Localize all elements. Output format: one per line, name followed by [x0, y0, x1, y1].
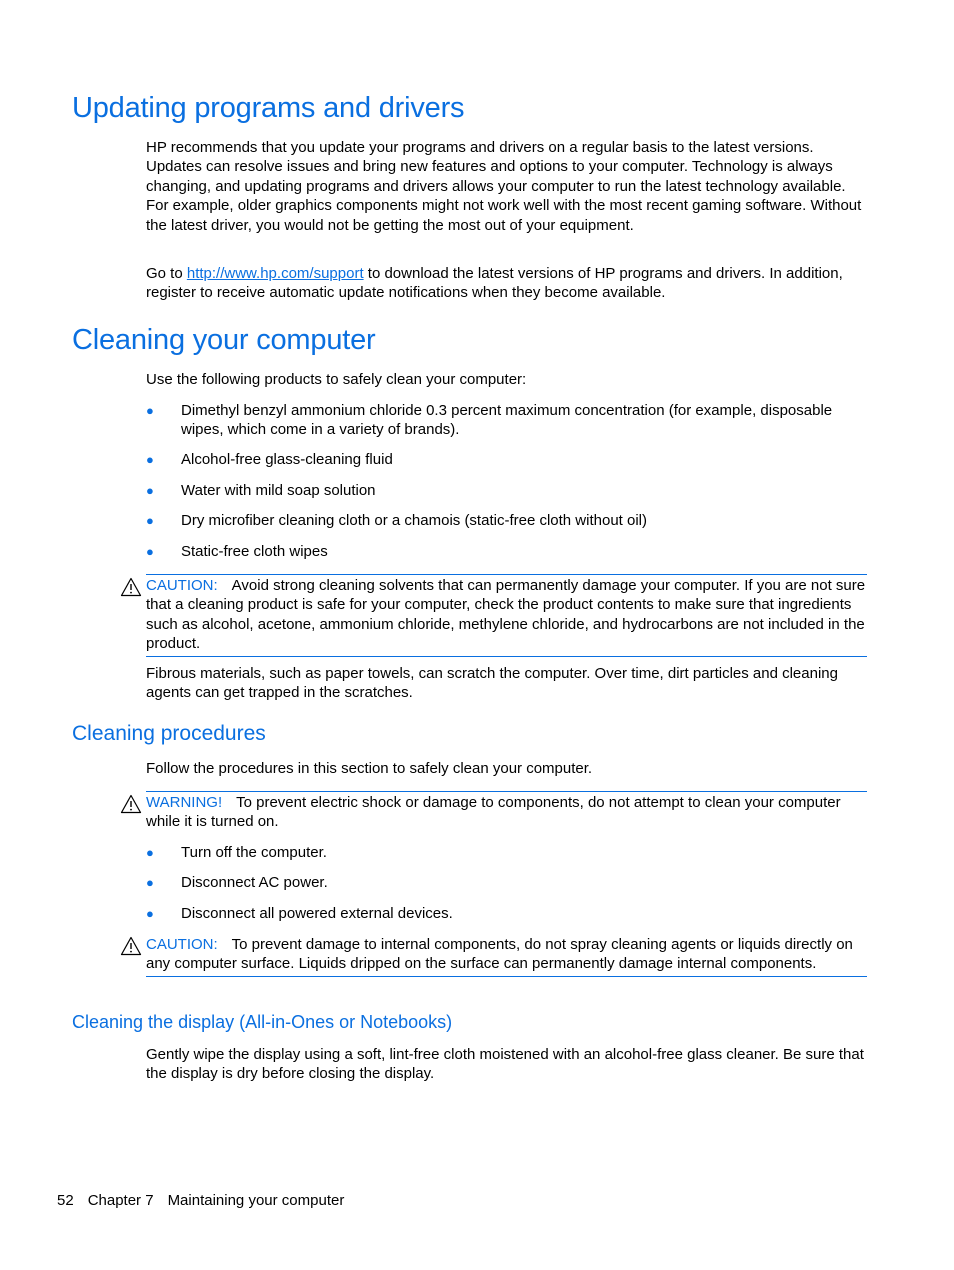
bullet-dot-icon: ●	[146, 403, 154, 418]
warning-label: WARNING!	[146, 794, 223, 811]
caution-notice-spray	[146, 934, 867, 977]
bullet-dot-icon: ●	[146, 513, 154, 528]
list-item	[146, 904, 846, 923]
list-item-text: Static-free cloth wipes	[181, 543, 328, 560]
page-number: 52	[57, 1192, 74, 1209]
list-item	[146, 843, 846, 862]
caution-label: CAUTION:	[146, 936, 218, 953]
caution-text: Avoid strong cleaning solvents that can permanently damage your computer. If you are not sure that a cleaning product is safe for your computer, check the product contents to make sure that ingredients such as alcohol, acetone, ammonium chloride, methylene chloride, and hydrocarbons are not included in the product.	[146, 577, 866, 653]
list-item	[146, 873, 846, 892]
list-item-text: Disconnect all powered external devices.	[181, 905, 453, 922]
updating-support-paragraph	[146, 264, 868, 303]
caution-notice-solvents	[146, 574, 867, 657]
page-footer	[57, 1191, 344, 1210]
list-item-text: Dry microfiber cleaning cloth or a chamois (static-free cloth without oil)	[181, 512, 648, 529]
heading-cleaning-procedures: Cleaning procedures	[72, 722, 266, 745]
bullet-dot-icon: ●	[146, 906, 154, 921]
warning-triangle-icon	[120, 577, 142, 597]
warning-triangle-icon	[120, 794, 142, 814]
list-item	[146, 450, 846, 469]
bullet-dot-icon: ●	[146, 452, 154, 467]
list-item	[146, 481, 846, 500]
hp-support-link[interactable]: http://www.hp.com/support	[186, 265, 364, 282]
chapter-title: Maintaining your computer	[167, 1192, 345, 1209]
list-item-text: Turn off the computer.	[181, 844, 327, 861]
bullet-dot-icon: ●	[146, 875, 154, 890]
support-text-after: to download the latest versions of HP programs and drivers. In addition, register to receive automatic update notifications when they become available.	[146, 265, 843, 302]
updating-paragraph: HP recommends that you update your programs and drivers on a regular basis to the latest versions. Updates can resolve issues and bring new features and options to your computer. Technology is always changing, and updating programs and drivers allows your computer to run the latest technology available. For example, older graphics components might not work well with the most recent gaming software. Without the latest driver, you would not be getting the most out of your equipment.	[146, 139, 862, 234]
bullet-dot-icon: ●	[146, 845, 154, 860]
caution-label: CAUTION:	[146, 577, 218, 594]
chapter-number: Chapter 7	[87, 1192, 154, 1209]
list-item-text: Disconnect AC power.	[181, 874, 328, 891]
list-item-text: Alcohol-free glass-cleaning fluid	[181, 451, 393, 468]
warning-notice-shock	[146, 791, 867, 834]
list-item-text: Water with mild soap solution	[181, 482, 376, 499]
heading-cleaning-display: Cleaning the display (All-in-Ones or Notebooks)	[72, 1012, 453, 1032]
list-item	[146, 401, 846, 440]
warning-text: To prevent electric shock or damage to components, do not attempt to clean your computer while it is turned on.	[146, 794, 841, 831]
list-item	[146, 542, 846, 561]
heading-updating-programs: Updating programs and drivers	[72, 92, 465, 124]
bullet-dot-icon: ●	[146, 544, 154, 559]
support-text-before: Go to	[146, 265, 187, 282]
fibrous-materials-paragraph: Fibrous materials, such as paper towels, can scratch the computer. Over time, dirt particles and cleaning agents can get trapped in the scratches.	[146, 665, 838, 702]
procedures-intro: Follow the procedures in this section to safely clean your computer.	[146, 760, 593, 777]
display-cleaning-paragraph: Gently wipe the display using a soft, lint-free cloth moistened with an alcohol-free glass cleaner. Be sure that the display is dry before closing the display.	[146, 1046, 864, 1083]
heading-cleaning-computer: Cleaning your computer	[72, 324, 376, 356]
list-item	[146, 511, 846, 530]
caution-text: To prevent damage to internal components, do not spray cleaning agents or liquids directly on any computer surface. Liquids dripped on the surface can permanently damage internal components.	[146, 936, 853, 973]
bullet-dot-icon: ●	[146, 483, 154, 498]
warning-triangle-icon	[120, 936, 142, 956]
list-item-text: Dimethyl benzyl ammonium chloride 0.3 percent maximum concentration (for example, disposable wipes, which come in a variety of brands).	[181, 402, 833, 439]
cleaning-intro: Use the following products to safely clean your computer:	[146, 371, 527, 388]
